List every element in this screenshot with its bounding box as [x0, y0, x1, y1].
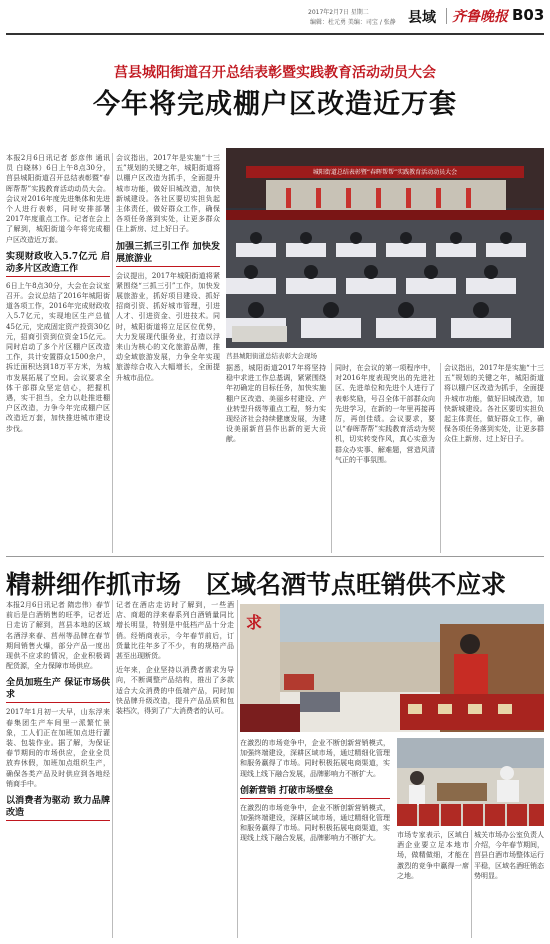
warehouse-photo — [397, 738, 544, 826]
article2-headline: 精耕细作抓市场 区域名酒节点旺销供不应求 — [6, 570, 507, 599]
article2-column-4 — [397, 830, 469, 938]
article2-column-3 — [240, 738, 390, 938]
article-separator — [6, 556, 544, 557]
article1-lead: 本报2月6日讯记者 彭彦伟 通讯员 白晓林）6日上午8点30分，莒县城阳街道召开总结表彰暨“春晖帮帮”实践教育活动动员大会。会议对2016年度先进集体和先进个人进行表彰，同时安排部署2017年度重点工作。记者在会上了解到，城阳街道今年将完成棚户区改造近万套。 — [6, 154, 110, 244]
article2-subhead-1: 全员加班生产 保证市场供求 — [6, 677, 110, 703]
article1-body-4: 同时，在会议的第一项程序中，对2016年度表现突出的先进社区、先进单位和先进个人进行了表彰奖励，号召全体干部群众向先进学习，在新的一年里再接再厉，再创佳绩。会议要求，要以“春晖帮帮”实践教育活动为契机，切实转变作风，真心实意为群众办实事、解难题，营造风清气正的干事氛围。 — [335, 364, 435, 464]
article1-column-1 — [6, 153, 110, 553]
article1-headline: 今年将完成棚户区改造近万套 — [93, 89, 457, 120]
photo-caption: 莒县城阳街道总结表彰大会现场 — [226, 352, 317, 360]
article1-kicker: 莒县城阳街道召开总结表彰暨实践教育活动动员大会 — [114, 65, 436, 81]
photo-banner-text: 城阳街道总结表彰暨“春晖帮帮”实践教育活动动员大会 — [312, 169, 458, 176]
editor-credits: 编辑：杜元勇 美编：司宝 / 张静 — [310, 19, 396, 26]
column-divider — [471, 830, 472, 938]
article1-body-1-cont: 会议指出，2017年是实施“十三五”规划的关键之年，城阳街道将以棚户区改造为抓手，全面提升城市功能，做好旧城改造，加快新城建设。各社区要切实担负起主体责任，做好群众工作，确保各项任务落到实处，让更多群众住上新房、过上好日子。 — [116, 154, 220, 234]
article1-column-3 — [226, 363, 326, 553]
warehouse-illustration — [397, 738, 544, 826]
article1-column-4 — [335, 363, 435, 553]
article1-body-3: 据悉，城阳街道2017年将坚持稳中求进工作总基调，紧紧围绕年初确定的目标任务，加快实施棚户区改造、美丽乡村建设、产业转型升级等重点工程，努力实现经济社会持续健康发展，为建设美丽新莒县作出新的更大贡献。 — [226, 364, 326, 444]
liquor-store-illustration — [240, 604, 544, 732]
article2-column-5 — [474, 830, 544, 938]
article1-column-5 — [444, 363, 544, 553]
liquor-sales-photo — [240, 604, 544, 732]
article2-body-1: 2017年1月初一大早，山东浮来春集团生产车间里一派繁忙景象，工人们正在加班加点进行灌装、包装作业。据了解，为保证春节期间的市场供应，企业全员放弃休假，加班加点组织生产，确保各类产品及时供应到各地经销商手中。 — [6, 708, 110, 788]
newspaper-logo: 齐鲁晚报 — [452, 9, 508, 25]
article2-body-5: 在激烈的市场竞争中，企业不断创新营销模式，加强终端建设，深耕区域市场，通过精细化管理和服务赢得了市场。同时积极拓展电商渠道，实现线上线下融合发展，品牌影响力不断扩大。 — [240, 803, 390, 843]
article1-subhead-2: 加强三抓三引工作 加快发展旅游业 — [116, 241, 220, 267]
svg-text:求: 求 — [246, 613, 263, 632]
article1-body-1: 6日上午8点30分，大会在会议室召开。会议总结了2016年城阳街道各项工作，2016年完成财政收入5.7亿元，实现地区生产总值45亿元，完成固定资产投资30亿元，招商引资到位资金15亿元。同时启动了多个片区棚户区改造工作，共计安置群众1500余户，拆迁面积达到18万平方米，为城市发展拓展了空间。会议要求全体干部群众坚定信心，把握机遇，实干担当，全力以赴推进棚户区改造，力争今年完成棚户区改造近万套，加快推进城市建设步伐。 — [6, 281, 110, 433]
article1-subhead-1: 实现财政收入5.7亿元 启动多片区改造工作 — [6, 251, 110, 277]
column-divider — [331, 363, 332, 553]
column-divider — [440, 363, 441, 553]
column-divider — [237, 600, 238, 938]
article2-body-6: 市场专家表示，区域白酒企业要立足本地市场，做精做细，才能在激烈的竞争中赢得一席之地。 — [397, 831, 469, 880]
masthead-divider — [446, 8, 447, 24]
issue-date: 2017年2月7日 星期二 — [308, 9, 369, 16]
page-number: B03 — [512, 6, 545, 24]
masthead-rule — [6, 33, 544, 35]
column-divider — [112, 600, 113, 938]
article2-subhead-2: 以消费者为驱动 致力品牌改造 — [6, 795, 110, 821]
column-divider — [112, 153, 113, 553]
article2-body-7: 城关市场办公室负责人介绍，今年春节期间，莒县白酒市场整体运行平稳，区域名酒旺销态势明显。 — [474, 831, 544, 880]
meeting-photo — [226, 148, 544, 348]
article2-body-4: 在激烈的市场竞争中，企业不断创新营销模式，加强终端建设，深耕区域市场，通过精细化管理和服务赢得了市场。同时积极拓展电商渠道，实现线上线下融合发展，品牌影响力不断扩大。 — [240, 739, 390, 778]
masthead — [0, 0, 550, 36]
article1-column-2 — [116, 153, 220, 553]
article2-body-2: 近年来，企业坚持以消费者需求为导向，不断调整产品结构，推出了多款适合大众消费的中低端产品，同时加快品牌升级改造，提升产品品质和包装档次，得到了广大消费者的认可。 — [116, 666, 234, 716]
meeting-hall-illustration — [226, 148, 544, 348]
article2-column-1 — [6, 600, 110, 938]
article2-column-2 — [116, 600, 234, 938]
article2-lead: 本报2月6日讯记者 隋忠伟）春节前后是白酒销售的旺季，记者近日走访了解到，莒县本地的区域名酒浮来春、莒州等品牌在春节期间销售火爆，部分产品一度出现供不应求的情况，企业积极调配货源，全力保障市场供应。 — [6, 601, 110, 671]
section-name: 县域 — [408, 10, 436, 26]
article1-body-2: 会议提出，2017年城阳街道将紧紧围绕“三抓三引”工作，加快发展旅游业，抓好项目建设、抓好招商引资、抓好城市管理，引进人才、引进资金、引进技术。同时，城阳街道将立足区位优势，大力发展现代服务业，打造以浮来山为核心的文化旅游品牌，推动全域旅游发展，力争全年实现旅游综合收入大幅增长，全面提升城市品位。 — [116, 271, 220, 382]
article2-body-3: 记者在酒店走访时了解到，一些酒店、商超的浮来春系列白酒销量同比增长明显，特别是中低档产品十分走俏。经销商表示，今年春节前后，订货量比往年多了不少，有的规格产品甚至出现断货。 — [116, 601, 234, 661]
article2-subhead-3: 创新营销 打破市场壁垒 — [240, 785, 390, 799]
article1-body-5: 会议指出，2017年是实施“十三五”规划的关键之年，城阳街道将以棚户区改造为抓手，全面提升城市功能，做好旧城改造，加快新城建设。各社区要切实担负起主体责任，做好群众工作，确保各项任务落到实处，让更多群众住上新房、过上好日子。 — [444, 364, 544, 444]
